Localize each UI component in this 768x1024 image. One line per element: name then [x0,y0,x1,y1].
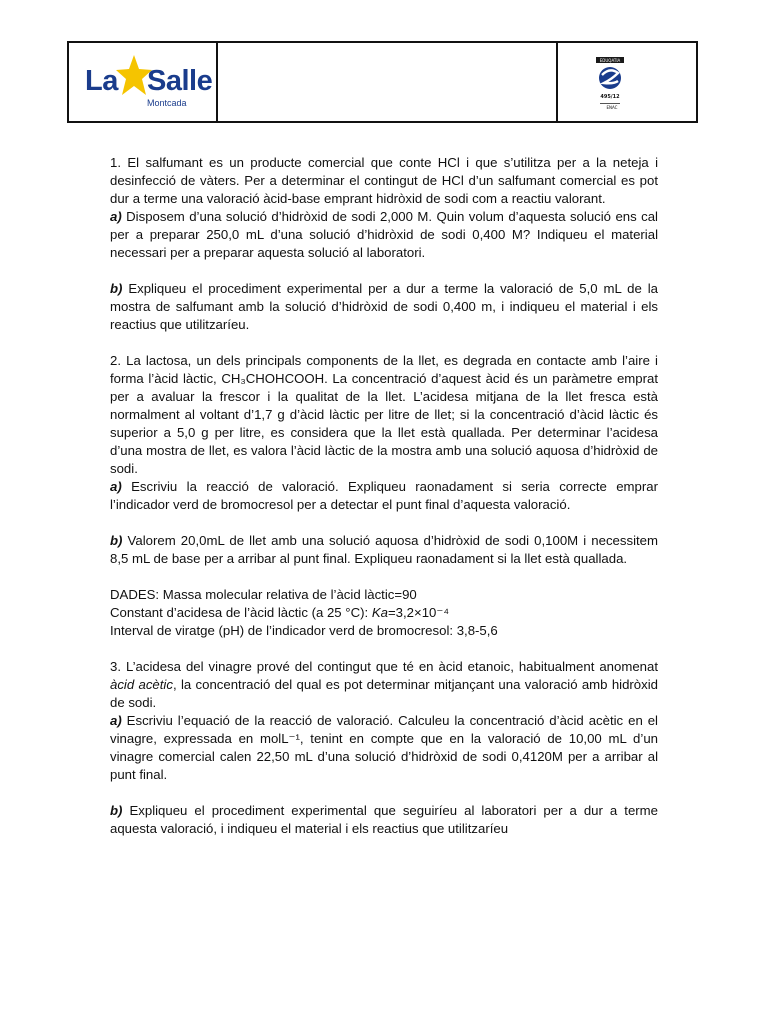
certification-cell [558,43,696,121]
q2-part-b [110,532,658,568]
q1-b-text: Expliqueu el procediment experimental per a dur a terme la valoració de 5,0 mL de la mostra de salfumant amb la solució d’hidròxid de sodi 0,400 m, i indiqueu el material i els reactius que utilitzaríeu. [110,281,658,332]
q2-data-2-value: =3,2×10⁻⁴ [387,605,449,620]
q3-a-label: a) [110,713,122,728]
q3-b-label: b) [110,803,123,818]
certification-seal-icon [596,57,624,111]
q2-b-label: b) [110,533,123,548]
logo-subtitle: Montcada [147,98,187,108]
q2-data-2-text: Constant d’acidesa de l’àcid làctic (a 25 °C): [110,605,372,620]
q2-data-2-symbol: Ka [371,605,388,620]
q1-part-a [110,208,658,262]
q3-part-a [110,712,658,784]
svg-text:ENAC: ENAC [606,105,618,110]
logo-la: La [85,65,118,97]
q1-b-label: b) [110,281,123,296]
q3-intro-text-2: , la concentració del qual es pot determinar mitjançant una valoració amb hidròxid de sodi. [110,677,658,710]
q2-a-text: Escriviu la reacció de valoració. Expliqueu raonadament si seria correcte emprar l’indicador verd de bromocresol per a detectar el punt final d’aquesta valoració. [110,479,658,512]
header-table [67,41,698,123]
q2-data-2 [110,604,658,622]
logo-salle: Salle [147,65,213,97]
q2-data-3: Interval de viratge (pH) de l’indicador verd de bromocresol: 3,8-5,6 [110,623,498,638]
q3-intro-emphasis: àcid acètic [110,677,173,692]
q2-intro: 2. La lactosa, un dels principals components de la llet, es degrada en contacte amb l’aire i forma l’àcid làctic, CH₃CHOHCOOH. La concentració d’aquest àcid és un paràmetre emprat per a avaluar la frescor i la qualitat de la llet. L’acidesa mitjana de la llet fresca està normalment al voltant d’1,7 g d’àcid làctic per litre de llet; si la concentració d’àcid làctic és superior a 5,0 g per litre, es considera que la llet està quallada. Per determinar l’acidesa d’una mostra de llet, es valora l’àcid làctic de la mostra amb una solució aquosa d’hidròxid de sodi. [110,353,658,476]
logo-cell [69,43,218,121]
q3-b-text: Expliqueu el procediment experimental que seguiríeu al laboratori per a dur a terme aquesta valoració, i indiqueu el material i els reactius que utilitzaríeu [110,803,658,836]
q2-a-label: a) [110,479,122,494]
q2-data-1: DADES: Massa molecular relativa de l’àcid làctic=90 [110,587,417,602]
svg-text:EDUQATIA: EDUQATIA [599,57,621,63]
q3-a-text: Escriviu l’equació de la reacció de valoració. Calculeu la concentració d’àcid acètic en el vinagre, expressada en molL⁻¹, tenint en compte que en la valoració de 10,00 mL d’un vinagre comercial calen 22,50 mL d’una solució d’hidròxid de sodi 0,4120M per a arribar al punt final. [110,713,658,782]
q2-b-text: Valorem 20,0mL de llet amb una solució aquosa d’hidròxid de sodi 0,100M i necessitem 8,5 mL de base per a arribar al punt final. Expliqueu raonadament si la llet està quallada. [110,533,658,566]
q3-intro [110,658,658,712]
q1-a-label: a) [110,209,122,224]
q3-part-b [110,802,658,838]
q1-a-text: Disposem d’una solució d’hidròxid de sodi 2,000 M. Quin volum d’aquesta solució ens cal per a preparar 250,0 mL d’una solució d’hidròxid de sodi 0,400 M? Indiqueu el material necessari per a preparar aquesta solució al laboratori. [110,209,658,260]
header-blank-cell [218,43,558,121]
q1-intro: 1. El salfumant es un producte comercial que conte HCl i que s’utilitza per a la neteja i desinfecció de vàters. Per a determinar el contingut de HCl d’un salfumant comercial es pot dur a terme una valoració àcid-base emprant hidròxid de sodi com a reactiu valorant. [110,155,658,206]
exam-content [110,154,658,838]
svg-text:495/12: 495/12 [600,94,620,100]
q1-part-b [110,280,658,334]
q2-part-a [110,478,658,514]
q3-intro-text-1: 3. L’acidesa del vinagre prové del contingut que té en àcid etanoic, habitualment anomenat [110,659,658,674]
